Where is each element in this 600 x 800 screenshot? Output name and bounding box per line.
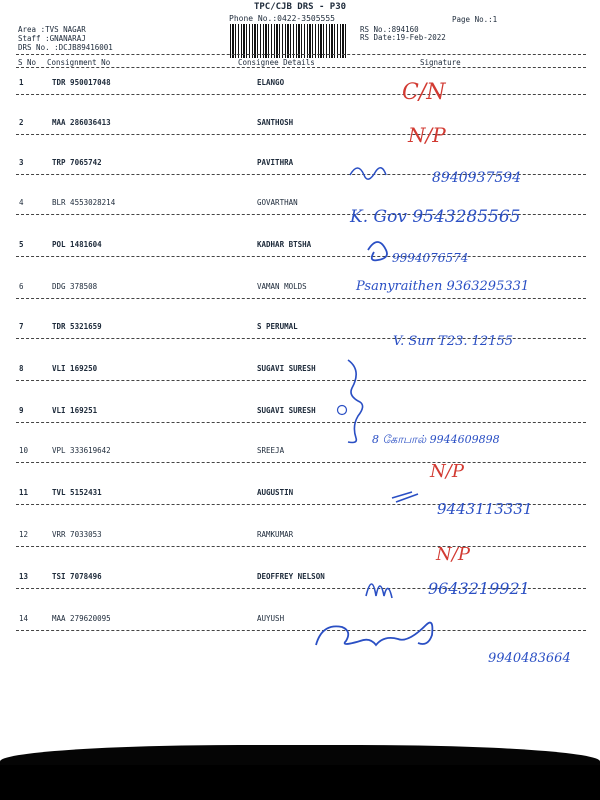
row-consignment-no: VRR 7033053 bbox=[52, 530, 102, 539]
sig-row-13: 9643219921 bbox=[428, 579, 530, 598]
row-consignment-no: TSI 7078496 bbox=[52, 572, 102, 581]
sig-row-5: 9994076574 bbox=[392, 251, 469, 265]
staff-label: Staff :GNANARAJ bbox=[18, 34, 86, 43]
col-consignment: Consignment No bbox=[47, 58, 111, 67]
sig-row-5-scribble bbox=[368, 242, 387, 260]
area-label: Area :TVS NAGAR bbox=[18, 25, 86, 34]
col-consignee: Consignee Details bbox=[238, 58, 315, 67]
sig-row-3: 8940937594 bbox=[432, 170, 522, 186]
row-consignee-name: GOVARTHAN bbox=[257, 198, 298, 207]
row-consignee-name: DEOFFREY NELSON bbox=[257, 572, 325, 581]
row-sno: 6 bbox=[19, 282, 24, 291]
sig-row-14: 9940483664 bbox=[488, 651, 571, 666]
row-sno: 14 bbox=[19, 614, 29, 623]
row-consignment-no: BLR 4553028214 bbox=[52, 198, 116, 207]
row-consignee-name: SANTHOSH bbox=[257, 118, 294, 127]
sig-row-12: N/P bbox=[436, 544, 470, 565]
document-title: TPC/CJB DRS - P30 bbox=[253, 2, 347, 12]
sig-row-6: Psanyraithen 9363295331 bbox=[356, 279, 530, 294]
sig-row-1: C/N bbox=[402, 80, 446, 105]
row-sno: 10 bbox=[19, 446, 29, 455]
circle-mark bbox=[338, 406, 347, 415]
rs-number: RS No.:894160 bbox=[360, 25, 419, 34]
phone-number: Phone No.:0422-3505555 bbox=[229, 14, 335, 23]
row-consignment-no: MAA 286036413 bbox=[52, 118, 111, 127]
sig-row-9: 8 கோபால் 9944609898 bbox=[372, 433, 500, 446]
row-consignee-name: KADHAR BTSHA bbox=[257, 240, 312, 249]
sig-row-4: K. Gov 9543285565 bbox=[350, 207, 521, 227]
row-consignee-name: RAMKUMAR bbox=[257, 530, 294, 539]
scan-shadow-bottom bbox=[0, 765, 600, 800]
row-consignee-name: SREEJA bbox=[257, 446, 285, 455]
row-consignee-name: VAMAN MOLDS bbox=[257, 282, 307, 291]
row-consignment-no: VLI 169250 bbox=[52, 364, 98, 373]
sig-row-13-scribble bbox=[366, 584, 392, 598]
row-sno: 4 bbox=[19, 198, 24, 207]
row-sno: 3 bbox=[19, 158, 24, 167]
col-sno: S No bbox=[18, 58, 37, 67]
sig-row-10: N/P bbox=[430, 461, 464, 482]
sig-row-3-scribble bbox=[350, 168, 386, 179]
row-consignee-name: SUGAVI SURESH bbox=[257, 406, 316, 415]
row-consignment-no: TDR 950017048 bbox=[52, 78, 111, 87]
row-consignment-no: TDR 5321659 bbox=[52, 322, 102, 331]
row-consignment-no: POL 1481604 bbox=[52, 240, 102, 249]
bracket-row-8-9 bbox=[348, 360, 363, 443]
row-sno: 8 bbox=[19, 364, 24, 373]
row-consignment-no: VPL 333619642 bbox=[52, 446, 111, 455]
sig-row-14-scribble bbox=[316, 623, 432, 645]
row-sno: 9 bbox=[19, 406, 24, 415]
row-consignment-no: TRP 7065742 bbox=[52, 158, 102, 167]
row-sno: 2 bbox=[19, 118, 24, 127]
drs-number: DRS No. :DCJB89416001 bbox=[18, 43, 113, 52]
row-consignee-name: S PERUMAL bbox=[257, 322, 298, 331]
row-consignment-no: MAA 279620095 bbox=[52, 614, 111, 623]
row-sno: 7 bbox=[19, 322, 24, 331]
row-consignee-name: SUGAVI SURESH bbox=[257, 364, 316, 373]
row-sno: 13 bbox=[19, 572, 29, 581]
sig-row-2: N/P bbox=[408, 123, 446, 147]
rs-date: RS Date:19-Feb-2022 bbox=[360, 33, 446, 42]
sig-row-11-scribble bbox=[392, 492, 418, 502]
row-consignee-name: AUGUSTIN bbox=[257, 488, 294, 497]
sig-row-7: V. Sun T23. 12155 bbox=[393, 334, 513, 349]
row-consignee-name: PAVITHRA bbox=[257, 158, 294, 167]
row-consignee-name: ELANGO bbox=[257, 78, 285, 87]
row-consignment-no: TVL 5152431 bbox=[52, 488, 102, 497]
row-sno: 11 bbox=[19, 488, 29, 497]
row-sno: 1 bbox=[19, 78, 24, 87]
col-signature: Signature bbox=[420, 58, 461, 67]
row-sno: 5 bbox=[19, 240, 24, 249]
row-consignment-no: VLI 169251 bbox=[52, 406, 98, 415]
sig-row-11: 9443113331 bbox=[437, 500, 533, 518]
row-consignment-no: DDG 378508 bbox=[52, 282, 98, 291]
row-consignee-name: AUYUSH bbox=[257, 614, 285, 623]
page-number: Page No.:1 bbox=[452, 15, 498, 24]
row-sno: 12 bbox=[19, 530, 29, 539]
